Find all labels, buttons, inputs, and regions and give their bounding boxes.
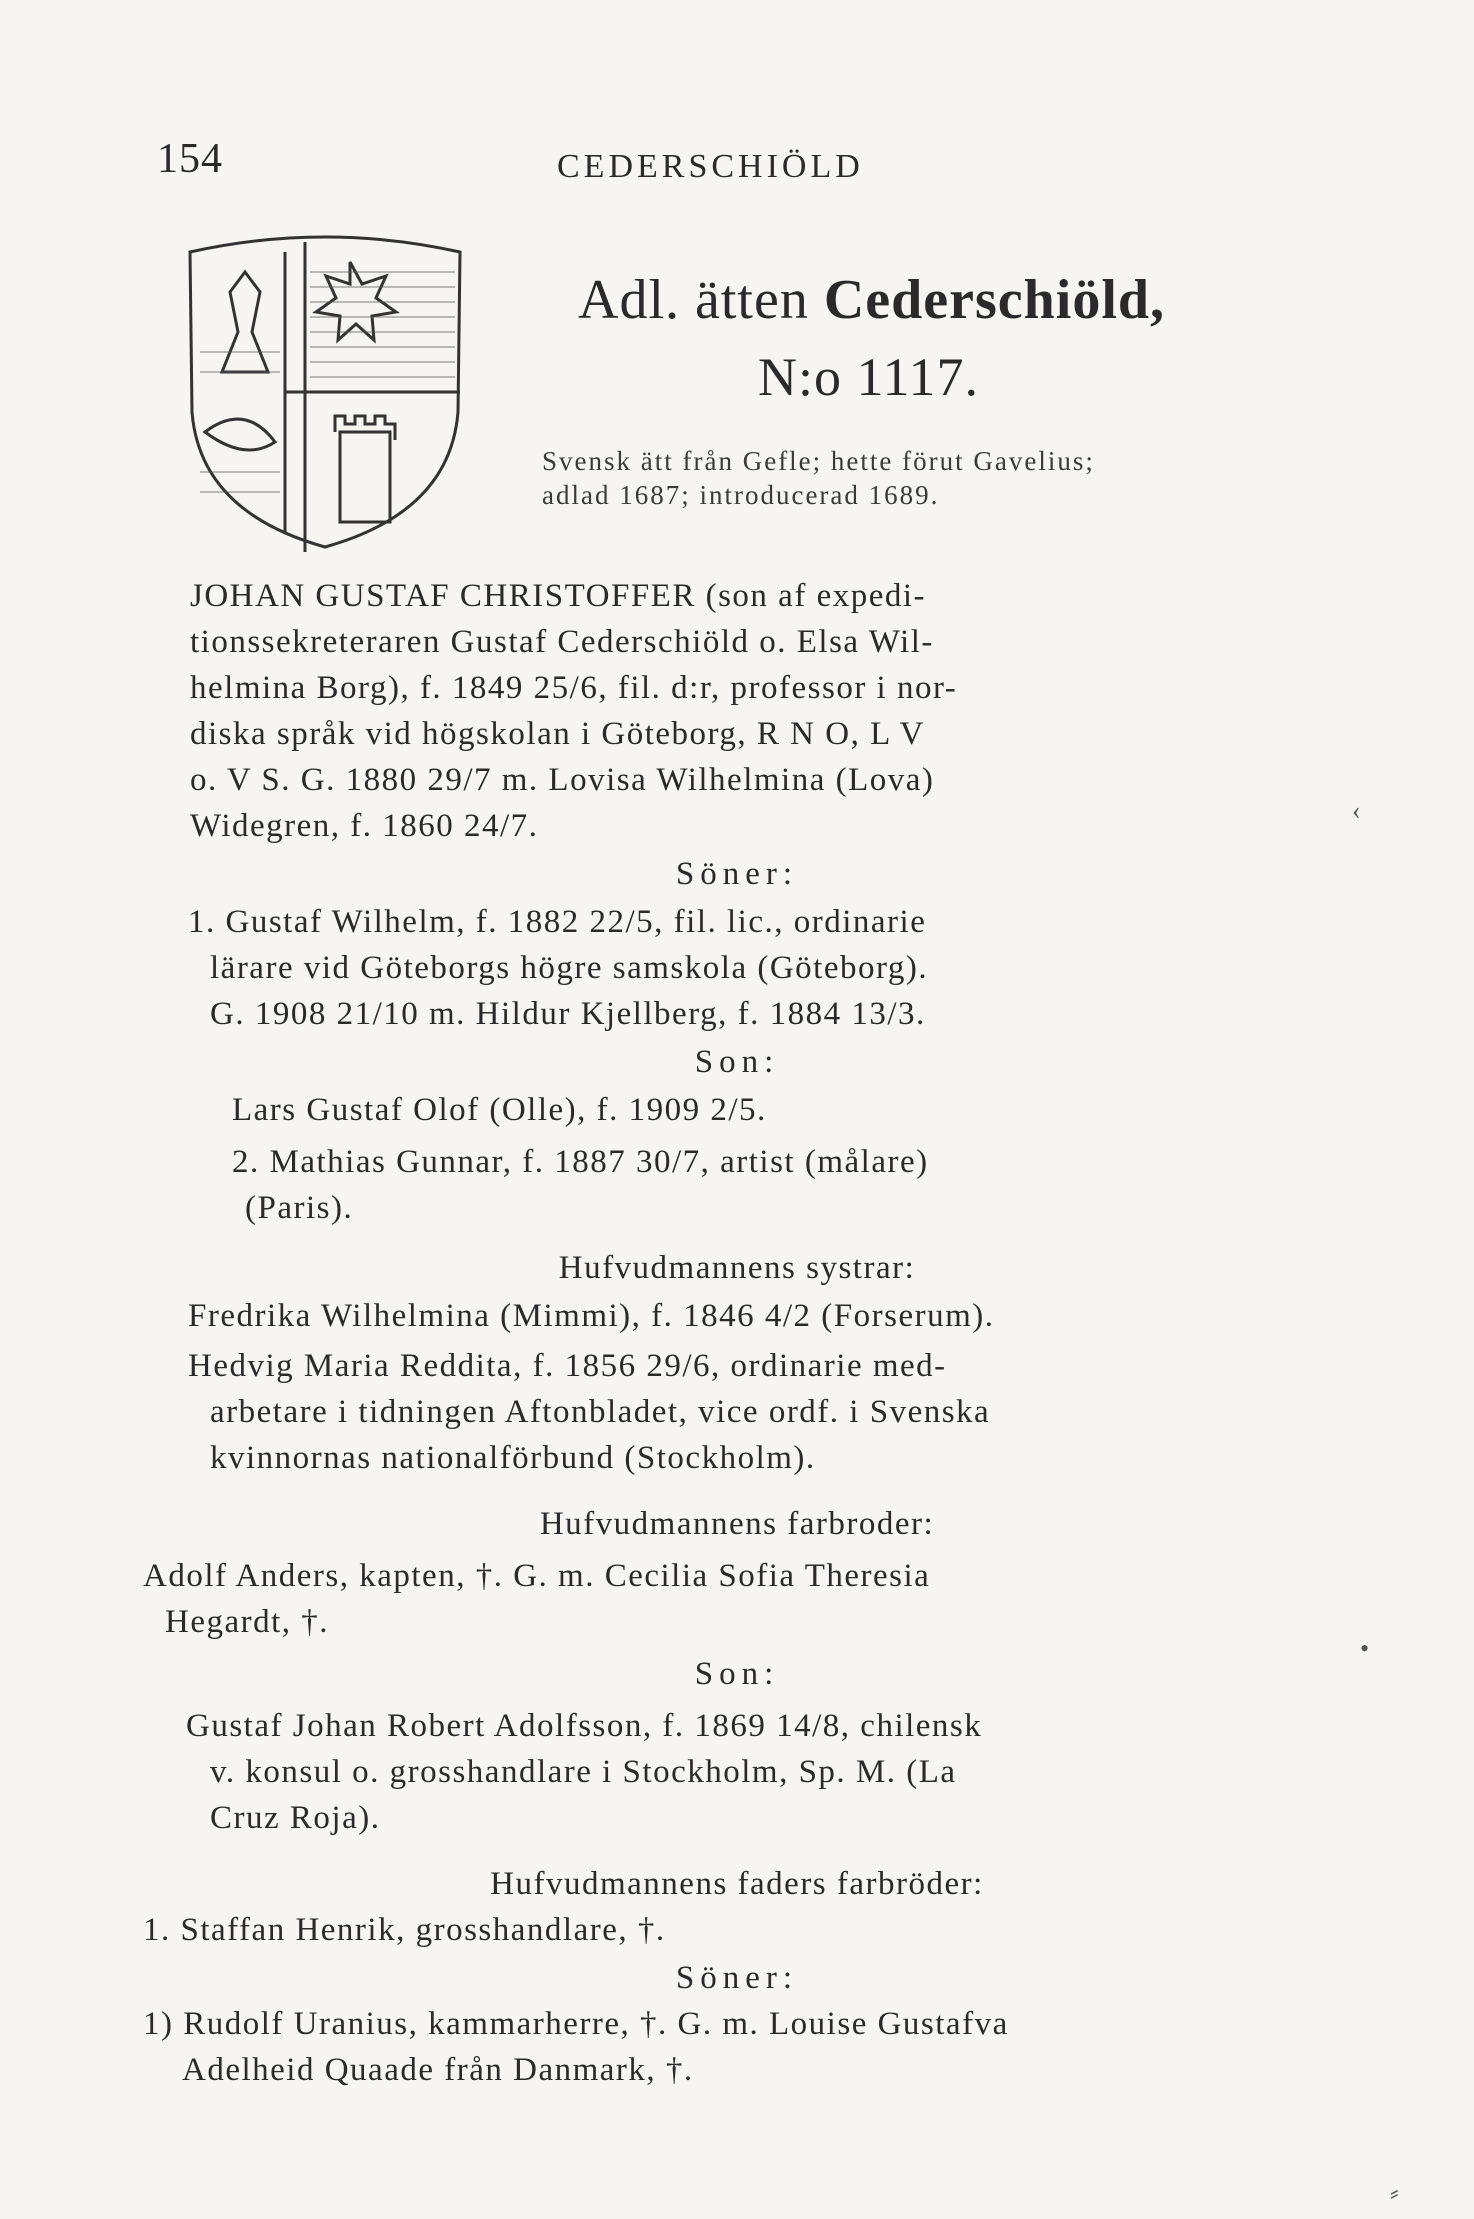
text-line: arbetare i tidningen Aftonbladet, vice ordf. i Svenska [210, 1394, 991, 1430]
text-line: Adolf Anders, kapten, †. G. m. Cecilia Sofia Theresia [143, 1558, 931, 1594]
text-line: Gustaf Johan Robert Adolfsson, f. 1869 14/8, chilensk [186, 1708, 983, 1744]
text-line: 1) Rudolf Uranius, kammarherre, †. G. m. Louise Gustafva [143, 2006, 1009, 2042]
family-number: N:o 1117. [758, 347, 979, 407]
section-heading: Son: [694, 1656, 780, 1692]
family-name: Cederschiöld, [823, 269, 1166, 331]
text-line: Widegren, f. 1860 24/7. [190, 808, 539, 844]
text-line: Lars Gustaf Olof (Olle), f. 1909 2/5. [232, 1092, 767, 1128]
text-line: Adelheid Quaade från Danmark, †. [182, 2052, 694, 2088]
section-heading: Hufvudmannens systrar: [558, 1250, 916, 1286]
text-line: G. 1908 21/10 m. Hildur Kjellberg, f. 1884 13/3. [210, 996, 926, 1032]
intro-line-2: adlad 1687; introducerad 1689. [542, 480, 940, 510]
section-heading: Hufvudmannens faders farbröder: [490, 1866, 984, 1902]
text-line: Cruz Roja). [210, 1800, 381, 1836]
margin-mark: ⸗ [1390, 2178, 1399, 2207]
text-line: tionssekreteraren Gustaf Cederschiöld o. Elsa Wil- [190, 624, 934, 660]
text-line: Fredrika Wilhelmina (Mimmi), f. 1846 4/2 (Forserum). [188, 1298, 995, 1334]
running-head: CEDERSCHIÖLD [557, 148, 864, 185]
text-line: 1. Gustaf Wilhelm, f. 1882 22/5, fil. lic., ordinarie [188, 904, 927, 940]
text-line: (Paris). [245, 1190, 354, 1226]
text-line: 1. Staffan Henrik, grosshandlare, †. [143, 1912, 666, 1948]
text-line: Hedvig Maria Reddita, f. 1856 29/6, ordinarie med- [188, 1348, 947, 1384]
text-line: helmina Borg), f. 1849 25/6, fil. d:r, professor i nor- [190, 670, 958, 706]
text-line: Hegardt, †. [165, 1604, 330, 1640]
text-line: o. V S. G. 1880 29/7 m. Lovisa Wilhelmina (Lova) [190, 762, 935, 798]
intro-line-1: Svensk ätt från Gefle; hette förut Gavelius; [542, 446, 1095, 476]
family-title-prefix: Adl. ätten [578, 269, 824, 331]
margin-mark: ‹ [1352, 796, 1361, 825]
text-line: v. konsul o. grosshandlare i Stockholm, Sp. M. (La [210, 1754, 957, 1790]
section-heading: Söner: [675, 1960, 799, 1996]
section-heading: Söner: [675, 856, 799, 892]
text-line: lärare vid Göteborgs högre samskola (Göteborg). [210, 950, 929, 986]
text-line: JOHAN GUSTAF CHRISTOFFER (son af expedi- [190, 578, 927, 614]
family-title [578, 269, 1166, 331]
section-heading: Hufvudmannens farbroder: [539, 1506, 935, 1542]
text-line: kvinnornas nationalförbund (Stockholm). [210, 1440, 816, 1476]
section-heading: Son: [694, 1044, 780, 1080]
page-number: 154 [157, 136, 223, 182]
coat-of-arms-icon [170, 232, 480, 562]
text-line: diska språk vid högskolan i Göteborg, R N O, L V [190, 716, 926, 752]
text-line: 2. Mathias Gunnar, f. 1887 30/7, artist (målare) [232, 1144, 929, 1180]
margin-mark: • [1360, 1634, 1370, 1663]
